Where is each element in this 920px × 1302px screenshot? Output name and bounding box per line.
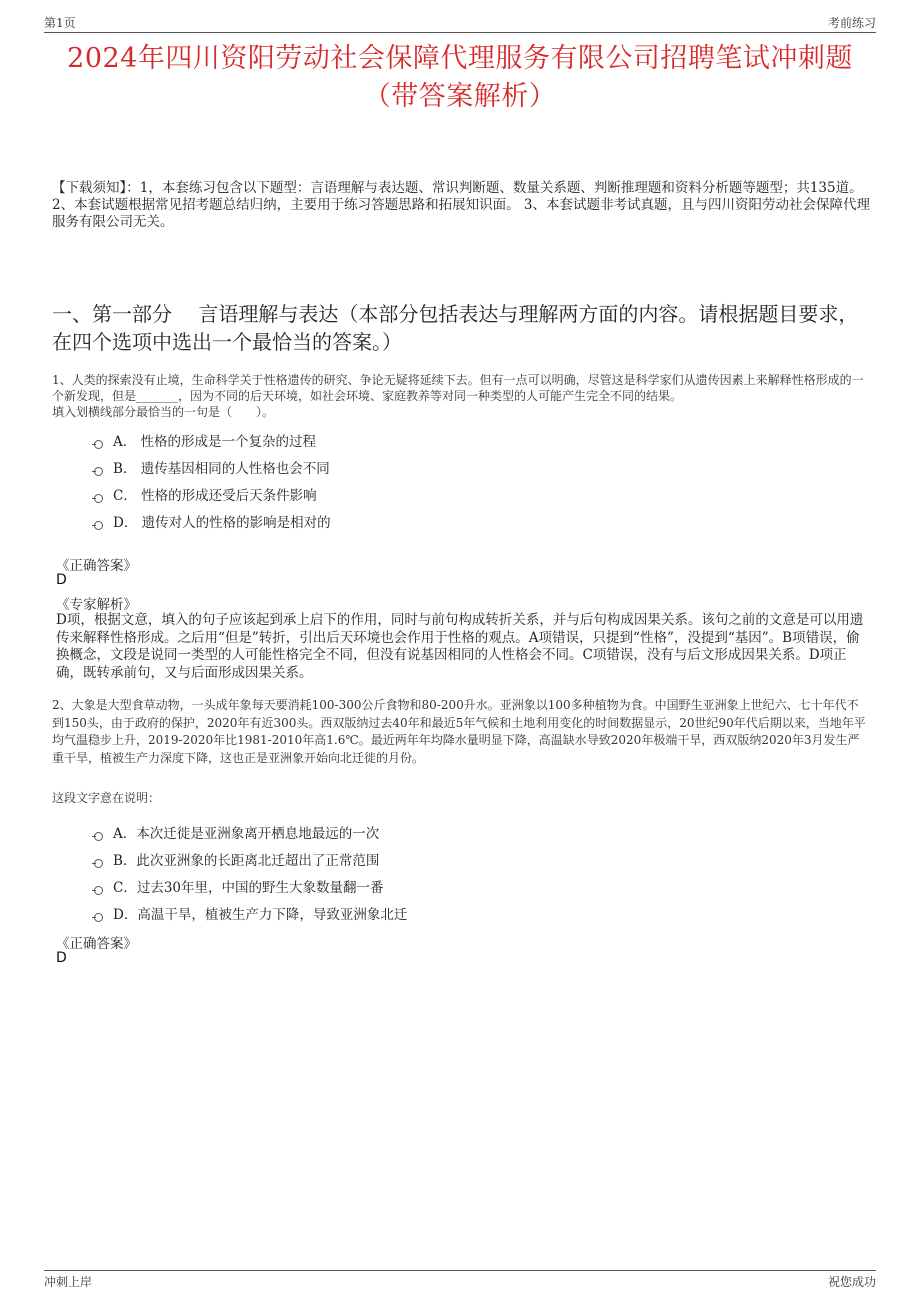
question-2-option-a[interactable] bbox=[94, 820, 407, 847]
footer-left: 冲刺上岸 bbox=[44, 1275, 93, 1289]
radio-icon[interactable] bbox=[94, 494, 103, 503]
question-1-stem bbox=[52, 372, 870, 420]
footer-right: 祝您成功 bbox=[827, 1275, 876, 1289]
question-2-prompt: 这段文字意在说明： bbox=[52, 791, 161, 805]
radio-icon[interactable] bbox=[94, 886, 103, 895]
question-1-analysis: D项，根据文意，填入的句子应该起到承上启下的作用，同时与前句构成转折关系，并与后句构成因果关系。该句之前的文意是可以用遗传来解释性格形成。之后用“但是”转折，引出后天环境也会作用于性格的观点。A项错误，只提到“性格”，没提到“基因”。B项错误，偷换概念，文段是说同一类型的人可能性格完全不同，但没有说基因相同的人性格会不同。C项错误，没有与后文形成因果关系。D项正确，既转承前句，又与后面形成因果关系。 bbox=[56, 612, 864, 681]
question-2-option-c[interactable] bbox=[94, 874, 407, 901]
section-heading: 一、第一部分 言语理解与表达（本部分包括表达与理解两方面的内容。请根据题目要求，在四个选项中选出一个最恰当的答案。） bbox=[52, 302, 859, 354]
radio-icon[interactable] bbox=[94, 913, 103, 922]
question-2-options bbox=[94, 820, 407, 928]
page-number: 第1页 bbox=[44, 16, 76, 30]
header-label: 考前练习 bbox=[827, 16, 876, 30]
radio-icon[interactable] bbox=[94, 859, 103, 868]
question-1-answer-title: 《正确答案》 bbox=[56, 558, 137, 574]
option-label: A．本次迁徙是亚洲象离开栖息地最远的一次 bbox=[113, 825, 380, 842]
question-1-option-d[interactable] bbox=[94, 509, 331, 536]
option-label: B． 遗传基因相同的人性格也会不同 bbox=[113, 460, 330, 477]
question-1-option-c[interactable] bbox=[94, 482, 331, 509]
question-2-answer-title: 《正确答案》 bbox=[56, 936, 137, 952]
question-2-answer: D bbox=[56, 950, 67, 966]
question-1-answer: D bbox=[56, 572, 67, 588]
document-title: 2024年四川资阳劳动社会保障代理服务有限公司招聘笔试冲刺题（带答案解析） bbox=[67, 43, 853, 112]
radio-icon[interactable] bbox=[94, 467, 103, 476]
option-label: C．过去30年里，中国的野生大象数量翻一番 bbox=[113, 879, 384, 896]
question-2-stem bbox=[52, 697, 870, 767]
question-1-option-b[interactable] bbox=[94, 455, 331, 482]
option-label: D．高温干旱，植被生产力下降，导致亚洲象北迁 bbox=[113, 906, 408, 923]
download-notice: 【下载须知】：1，本套练习包含以下题型：言语理解与表达题、常识判断题、数量关系题、判断推理题和资料分析题等题型；共135道。 2、本套试题根据常见招考题总结归纳，主要用于练习答题思路和拓展知识面。 3、本套试题非考试真题，且与四川资阳劳动社会保障代理服务有限公司无关。 bbox=[52, 180, 870, 230]
question-2-option-b[interactable] bbox=[94, 847, 407, 874]
option-label: B．此次亚洲象的长距离北迁超出了正常范围 bbox=[113, 852, 380, 869]
radio-icon[interactable] bbox=[94, 440, 103, 449]
option-label: D． 遗传对人的性格的影响是相对的 bbox=[113, 514, 331, 531]
question-1-text: 1、人类的探索没有止境，生命科学关于性格遗传的研究、争论无疑将延续下去。但有一点可以明确，尽管这是科学家们从遗传因素上来解释性格形成的一个新发现，但是_______，因为不同的后天环境，如社会环境、家庭教养等对同一种类型的人可能产生完全不同的结果。 bbox=[52, 373, 864, 403]
page-header bbox=[44, 10, 876, 33]
question-1-options bbox=[94, 428, 331, 536]
question-1-prompt: 填入划横线部分最恰当的一句是（ ）。 bbox=[52, 405, 275, 419]
question-1-option-a[interactable] bbox=[94, 428, 331, 455]
question-1-analysis-title: 《专家解析》 bbox=[56, 597, 137, 613]
question-2-text: 2、大象是大型食草动物，一头成年象每天要消耗100-300公斤食物和80-200升水。亚洲象以100多种植物为食。中国野生亚洲象上世纪六、七十年代不到150头，由于政府的保护，2020年有近300头。西双版纳过去40年和最近5年气候和土地利用变化的时间数据显示，20世纪90年代后期以来，当地年平均气温稳步上升，2019-2020年比1981-2010年高1.6℃。最近两年年均降水量明显下降，高温缺水导致2020年极端干旱，西双版纳2020年3月发生严重干旱，植被生产力深度下降，这也正是亚洲象开始向北迁徙的月份。 bbox=[52, 698, 866, 765]
radio-icon[interactable] bbox=[94, 832, 103, 841]
question-2-option-d[interactable] bbox=[94, 901, 407, 928]
page-footer bbox=[44, 1270, 876, 1293]
option-label: A． 性格的形成是一个复杂的过程 bbox=[113, 433, 317, 450]
radio-icon[interactable] bbox=[94, 521, 103, 530]
option-label: C． 性格的形成还受后天条件影响 bbox=[113, 487, 317, 504]
